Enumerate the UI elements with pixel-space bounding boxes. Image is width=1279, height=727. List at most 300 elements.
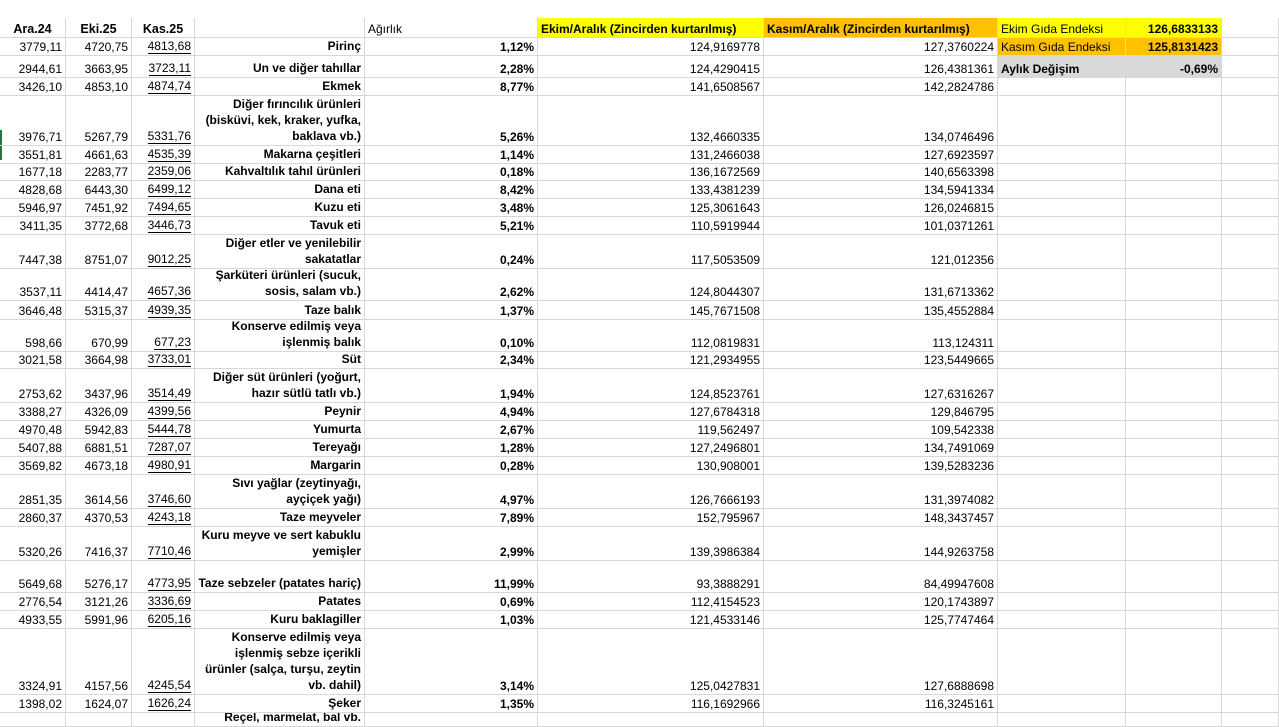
cell-eki25[interactable] — [66, 509, 132, 527]
cell-weight[interactable] — [365, 164, 538, 181]
summary-col-b[interactable] — [1126, 199, 1222, 217]
header-kas25[interactable]: Kas.25 — [132, 18, 195, 38]
summary-col-a[interactable] — [998, 235, 1126, 269]
cell-item-name[interactable] — [195, 217, 365, 235]
cell-ara24[interactable] — [0, 561, 66, 593]
cell-item-name[interactable] — [195, 527, 365, 561]
empty-cell[interactable] — [1222, 475, 1279, 509]
cell-ara24[interactable] — [0, 369, 66, 403]
cell-ekim-chain[interactable] — [538, 164, 764, 181]
summary-col-b[interactable] — [1126, 475, 1222, 509]
monthly-change-label[interactable]: Aylık Değişim — [998, 56, 1126, 78]
cell-kasim-chain[interactable] — [764, 181, 998, 199]
cell-kasim-chain[interactable] — [764, 269, 998, 301]
empty-cell[interactable] — [1222, 181, 1279, 199]
cell-ara24[interactable] — [0, 269, 66, 301]
cell-weight[interactable] — [365, 593, 538, 611]
cell-kasim-chain[interactable] — [764, 369, 998, 403]
cell-item-name[interactable] — [195, 713, 365, 727]
cell-kas25[interactable] — [132, 96, 195, 146]
summary-col-b[interactable] — [1126, 403, 1222, 421]
summary-col-b[interactable] — [1126, 509, 1222, 527]
kasim-index-value[interactable]: 125,8131423 — [1126, 38, 1222, 56]
cell-weight[interactable] — [365, 78, 538, 96]
cell-ekim-chain[interactable] — [538, 301, 764, 320]
cell-kas25[interactable] — [132, 235, 195, 269]
cell-kas25[interactable] — [132, 369, 195, 403]
cell-ara24[interactable] — [0, 301, 66, 320]
cell-ara24[interactable] — [0, 403, 66, 421]
cell-ara24[interactable] — [0, 695, 66, 713]
summary-col-b[interactable] — [1126, 695, 1222, 713]
summary-col-b[interactable] — [1126, 320, 1222, 352]
summary-col-a[interactable] — [998, 269, 1126, 301]
summary-col-b[interactable] — [1126, 561, 1222, 593]
summary-col-a[interactable] — [998, 369, 1126, 403]
summary-col-b[interactable] — [1126, 146, 1222, 164]
cell-weight[interactable] — [365, 611, 538, 629]
cell-eki25[interactable] — [66, 457, 132, 475]
cell-ekim-chain[interactable] — [538, 611, 764, 629]
cell-ara24[interactable] — [0, 611, 66, 629]
cell-kas25[interactable] — [132, 629, 195, 695]
cell-ara24[interactable] — [0, 199, 66, 217]
cell-ara24[interactable] — [0, 439, 66, 457]
empty-cell[interactable] — [1222, 235, 1279, 269]
cell-weight-text: 0,28% — [499, 459, 534, 473]
cell-weight-text: 1,03% — [499, 613, 534, 627]
cell-kasim-chain[interactable] — [764, 509, 998, 527]
summary-col-b[interactable] — [1126, 713, 1222, 727]
cell-kasim-chain[interactable] — [764, 457, 998, 475]
cell-kas25[interactable] — [132, 217, 195, 235]
cell-kasim-chain-text: 126,4381361 — [923, 62, 994, 76]
cell-weight[interactable] — [365, 269, 538, 301]
summary-col-a[interactable] — [998, 146, 1126, 164]
summary-col-a[interactable] — [998, 509, 1126, 527]
header-kasim-chain[interactable]: Kasım/Aralık (Zincirden kurtarılmış) — [764, 18, 998, 38]
empty-cell[interactable] — [1222, 56, 1279, 78]
cell-kasim-chain[interactable] — [764, 713, 998, 727]
cell-weight[interactable] — [365, 509, 538, 527]
cell-eki25[interactable] — [66, 78, 132, 96]
cell-ekim-chain[interactable] — [538, 199, 764, 217]
summary-col-a[interactable] — [998, 439, 1126, 457]
summary-col-a[interactable] — [998, 78, 1126, 96]
cell-eki25[interactable] — [66, 146, 132, 164]
cell-weight-text: 0,18% — [499, 165, 534, 179]
cell-eki25[interactable] — [66, 695, 132, 713]
cell-weight[interactable] — [365, 38, 538, 56]
summary-col-a[interactable] — [998, 561, 1126, 593]
cell-weight[interactable] — [365, 629, 538, 695]
summary-col-a[interactable] — [998, 164, 1126, 181]
cell-weight[interactable] — [365, 421, 538, 439]
cell-item-name[interactable] — [195, 269, 365, 301]
summary-col-b[interactable] — [1126, 352, 1222, 369]
cell-kas25[interactable] — [132, 352, 195, 369]
cell-kasim-chain[interactable] — [764, 217, 998, 235]
cell-item-name[interactable] — [195, 439, 365, 457]
cell-eki25[interactable] — [66, 269, 132, 301]
summary-col-a[interactable] — [998, 403, 1126, 421]
empty-cell[interactable] — [1222, 439, 1279, 457]
cell-item-name-text: Şarküteri ürünleri (sucuk, sosis, salam vb.) — [215, 269, 361, 298]
cell-item-name[interactable] — [195, 164, 365, 181]
empty-cell[interactable] — [1222, 421, 1279, 439]
cell-kas25[interactable] — [132, 611, 195, 629]
cell-item-name[interactable] — [195, 78, 365, 96]
cell-item-name-text: Ekmek — [322, 79, 361, 93]
summary-col-b[interactable] — [1126, 611, 1222, 629]
summary-col-b[interactable] — [1126, 269, 1222, 301]
summary-col-a[interactable] — [998, 421, 1126, 439]
cell-kasim-chain[interactable] — [764, 593, 998, 611]
cell-eki25[interactable] — [66, 593, 132, 611]
cell-kas25[interactable] — [132, 457, 195, 475]
cell-ara24[interactable] — [0, 593, 66, 611]
cell-ekim-chain[interactable] — [538, 561, 764, 593]
cell-eki25[interactable] — [66, 181, 132, 199]
cell-eki25[interactable] — [66, 421, 132, 439]
summary-col-a[interactable] — [998, 217, 1126, 235]
cell-item-name[interactable] — [195, 403, 365, 421]
cell-item-name[interactable] — [195, 475, 365, 509]
cell-eki25[interactable] — [66, 56, 132, 78]
cell-ekim-chain[interactable] — [538, 217, 764, 235]
cell-kasim-chain[interactable] — [764, 199, 998, 217]
summary-col-a[interactable] — [998, 527, 1126, 561]
cell-kas25[interactable] — [132, 146, 195, 164]
cell-item-name[interactable] — [195, 181, 365, 199]
cell-ara24[interactable] — [0, 475, 66, 509]
cell-kas25[interactable] — [132, 164, 195, 181]
cell-kas25[interactable] — [132, 56, 195, 78]
summary-col-a[interactable] — [998, 611, 1126, 629]
cell-weight[interactable] — [365, 713, 538, 727]
cell-eki25[interactable] — [66, 96, 132, 146]
cell-ekim-chain[interactable] — [538, 320, 764, 352]
cell-kasim-chain[interactable] — [764, 611, 998, 629]
cell-kas25[interactable] — [132, 38, 195, 56]
cell-kasim-chain[interactable] — [764, 695, 998, 713]
cell-ara24[interactable] — [0, 629, 66, 695]
cell-ara24[interactable] — [0, 352, 66, 369]
cell-kasim-chain[interactable] — [764, 320, 998, 352]
cell-kas25[interactable] — [132, 403, 195, 421]
cell-ara24[interactable] — [0, 320, 66, 352]
header-weight[interactable]: Ağırlık — [365, 18, 538, 38]
empty-cell[interactable] — [1222, 96, 1279, 146]
summary-col-a[interactable] — [998, 320, 1126, 352]
empty-cell[interactable] — [1222, 369, 1279, 403]
cell-kas25[interactable] — [132, 509, 195, 527]
cell-ekim-chain[interactable] — [538, 38, 764, 56]
cell-eki25[interactable] — [66, 38, 132, 56]
cell-weight[interactable] — [365, 561, 538, 593]
cell-eki25[interactable] — [66, 369, 132, 403]
cell-item-name[interactable] — [195, 457, 365, 475]
cell-ara24[interactable] — [0, 217, 66, 235]
cell-kasim-chain[interactable] — [764, 96, 998, 146]
empty-cell[interactable] — [1222, 217, 1279, 235]
cell-ekim-chain[interactable] — [538, 269, 764, 301]
summary-col-b[interactable] — [1126, 96, 1222, 146]
cell-ara24[interactable] — [0, 457, 66, 475]
cell-ara24[interactable] — [0, 527, 66, 561]
empty-cell[interactable] — [1222, 199, 1279, 217]
cell-item-name[interactable] — [195, 352, 365, 369]
cell-item-name[interactable] — [195, 301, 365, 320]
summary-col-a[interactable] — [998, 96, 1126, 146]
cell-weight[interactable] — [365, 457, 538, 475]
empty-cell[interactable] — [1222, 320, 1279, 352]
cell-ara24[interactable] — [0, 146, 66, 164]
summary-col-a[interactable] — [998, 713, 1126, 727]
cell-ara24[interactable] — [0, 38, 66, 56]
cell-ekim-chain[interactable] — [538, 403, 764, 421]
cell-weight[interactable] — [365, 301, 538, 320]
cell-eki25[interactable] — [66, 629, 132, 695]
cell-eki25[interactable] — [66, 164, 132, 181]
empty-cell[interactable] — [1222, 352, 1279, 369]
cell-ekim-chain[interactable] — [538, 369, 764, 403]
header-ekim-chain[interactable]: Ekim/Aralık (Zincirden kurtarılmış) — [538, 18, 764, 38]
empty-cell[interactable] — [1222, 713, 1279, 727]
summary-col-a[interactable] — [998, 629, 1126, 695]
cell-weight[interactable] — [365, 527, 538, 561]
empty-cell[interactable] — [1222, 38, 1279, 56]
cell-ara24[interactable] — [0, 164, 66, 181]
cell-eki25[interactable] — [66, 199, 132, 217]
summary-col-b[interactable] — [1126, 235, 1222, 269]
cell-eki25[interactable] — [66, 561, 132, 593]
cell-kasim-chain[interactable] — [764, 403, 998, 421]
ekim-index-label[interactable]: Ekim Gıda Endeksi — [998, 18, 1126, 38]
cell-item-name[interactable] — [195, 96, 365, 146]
cell-weight[interactable] — [365, 181, 538, 199]
cell-ekim-chain[interactable] — [538, 457, 764, 475]
summary-col-b[interactable] — [1126, 629, 1222, 695]
summary-col-a[interactable] — [998, 593, 1126, 611]
cell-kasim-chain[interactable] — [764, 421, 998, 439]
summary-col-a[interactable] — [998, 457, 1126, 475]
summary-col-b[interactable] — [1126, 181, 1222, 199]
cell-ekim-chain[interactable] — [538, 56, 764, 78]
empty-cell[interactable] — [1222, 78, 1279, 96]
cell-ara24[interactable] — [0, 509, 66, 527]
empty-cell[interactable] — [1222, 301, 1279, 320]
cell-kas25[interactable] — [132, 199, 195, 217]
cell-weight[interactable] — [365, 146, 538, 164]
summary-col-b[interactable] — [1126, 457, 1222, 475]
summary-col-a[interactable] — [998, 695, 1126, 713]
cell-kas25[interactable] — [132, 301, 195, 320]
cell-item-name[interactable] — [195, 561, 365, 593]
empty-cell[interactable] — [1222, 164, 1279, 181]
cell-item-name[interactable] — [195, 38, 365, 56]
cell-ekim-chain[interactable] — [538, 695, 764, 713]
summary-col-a[interactable] — [998, 301, 1126, 320]
cell-kas25[interactable] — [132, 421, 195, 439]
empty-cell[interactable] — [1222, 629, 1279, 695]
cell-ekim-chain-text: 124,4290415 — [689, 62, 760, 76]
summary-col-b[interactable] — [1126, 527, 1222, 561]
cell-kasim-chain[interactable] — [764, 439, 998, 457]
empty-cell[interactable] — [1222, 146, 1279, 164]
cell-ekim-chain[interactable] — [538, 475, 764, 509]
header-eki25[interactable]: Eki.25 — [66, 18, 132, 38]
cell-item-name[interactable] — [195, 593, 365, 611]
cell-kasim-chain[interactable] — [764, 352, 998, 369]
cell-ekim-chain[interactable] — [538, 439, 764, 457]
cell-eki25[interactable] — [66, 352, 132, 369]
header-ara24[interactable]: Ara.24 — [0, 18, 66, 38]
monthly-change-value[interactable]: -0,69% — [1126, 56, 1222, 78]
cell-ekim-chain[interactable] — [538, 593, 764, 611]
cell-ara24[interactable] — [0, 96, 66, 146]
cell-item-name[interactable] — [195, 629, 365, 695]
summary-col-b[interactable] — [1126, 164, 1222, 181]
header-empty-cell[interactable] — [195, 18, 365, 38]
summary-col-b[interactable] — [1126, 593, 1222, 611]
cell-weight[interactable] — [365, 403, 538, 421]
cell-kasim-chain[interactable] — [764, 301, 998, 320]
cell-kas25[interactable] — [132, 475, 195, 509]
cell-weight[interactable] — [365, 695, 538, 713]
cell-ara24[interactable] — [0, 78, 66, 96]
cell-kas25[interactable] — [132, 593, 195, 611]
cell-weight[interactable] — [365, 199, 538, 217]
empty-cell[interactable] — [1222, 695, 1279, 713]
cell-weight[interactable] — [365, 217, 538, 235]
cell-ekim-chain[interactable] — [538, 235, 764, 269]
summary-col-a[interactable] — [998, 181, 1126, 199]
cell-kas25[interactable] — [132, 320, 195, 352]
cell-kasim-chain[interactable] — [764, 527, 998, 561]
cell-ara24[interactable] — [0, 56, 66, 78]
cell-ekim-chain[interactable] — [538, 181, 764, 199]
cell-kasim-chain[interactable] — [764, 475, 998, 509]
empty-cell[interactable] — [1222, 509, 1279, 527]
cell-item-name[interactable] — [195, 199, 365, 217]
cell-item-name[interactable] — [195, 611, 365, 629]
empty-cell[interactable] — [1222, 457, 1279, 475]
cell-item-name[interactable] — [195, 509, 365, 527]
kasim-index-label[interactable]: Kasım Gıda Endeksi — [998, 38, 1126, 56]
cell-kasim-chain[interactable] — [764, 146, 998, 164]
cell-item-name[interactable] — [195, 695, 365, 713]
cell-weight[interactable] — [365, 235, 538, 269]
cell-item-name[interactable] — [195, 421, 365, 439]
cell-weight[interactable] — [365, 475, 538, 509]
cell-item-name[interactable] — [195, 320, 365, 352]
cell-kasim-chain[interactable] — [764, 164, 998, 181]
cell-kasim-chain[interactable] — [764, 629, 998, 695]
cell-weight[interactable] — [365, 439, 538, 457]
cell-item-name[interactable] — [195, 56, 365, 78]
cell-ekim-chain[interactable] — [538, 146, 764, 164]
cell-kasim-chain[interactable] — [764, 56, 998, 78]
cell-kas25[interactable] — [132, 561, 195, 593]
cell-ara24[interactable] — [0, 421, 66, 439]
cell-kas25[interactable] — [132, 439, 195, 457]
cell-kas25[interactable] — [132, 695, 195, 713]
cell-ekim-chain[interactable] — [538, 509, 764, 527]
summary-col-b[interactable] — [1126, 78, 1222, 96]
cell-weight[interactable] — [365, 56, 538, 78]
summary-col-a[interactable] — [998, 475, 1126, 509]
ekim-index-value[interactable]: 126,6833133 — [1126, 18, 1222, 38]
cell-kasim-chain-text: 109,542338 — [930, 423, 994, 437]
cell-weight[interactable] — [365, 369, 538, 403]
summary-col-b[interactable] — [1126, 421, 1222, 439]
cell-eki25[interactable] — [66, 235, 132, 269]
cell-item-name[interactable] — [195, 369, 365, 403]
cell-kas25[interactable] — [132, 181, 195, 199]
cell-item-name-text: Şeker — [328, 696, 361, 710]
cell-kas25[interactable] — [132, 78, 195, 96]
cell-kasim-chain[interactable] — [764, 561, 998, 593]
summary-col-a[interactable] — [998, 199, 1126, 217]
cell-kas25[interactable] — [132, 269, 195, 301]
empty-cell[interactable] — [1222, 403, 1279, 421]
cell-item-name[interactable] — [195, 146, 365, 164]
cell-ara24[interactable] — [0, 181, 66, 199]
cell-kasim-chain[interactable] — [764, 235, 998, 269]
cell-ekim-chain[interactable] — [538, 78, 764, 96]
cell-eki25[interactable] — [66, 713, 132, 727]
cell-item-name[interactable] — [195, 235, 365, 269]
cell-kas25[interactable] — [132, 527, 195, 561]
cell-weight[interactable] — [365, 352, 538, 369]
cell-kas25[interactable] — [132, 713, 195, 727]
cell-ekim-chain[interactable] — [538, 352, 764, 369]
cell-ekim-chain[interactable] — [538, 96, 764, 146]
cell-kasim-chain[interactable] — [764, 78, 998, 96]
cell-eki25[interactable] — [66, 320, 132, 352]
cell-ekim-chain[interactable] — [538, 713, 764, 727]
summary-col-b[interactable] — [1126, 439, 1222, 457]
empty-cell[interactable] — [1222, 527, 1279, 561]
summary-col-b[interactable] — [1126, 369, 1222, 403]
cell-weight[interactable] — [365, 96, 538, 146]
empty-cell[interactable] — [1222, 593, 1279, 611]
empty-cell[interactable] — [1222, 611, 1279, 629]
cell-eki25[interactable] — [66, 527, 132, 561]
cell-eki25[interactable] — [66, 217, 132, 235]
cell-eki25[interactable] — [66, 439, 132, 457]
cell-weight[interactable] — [365, 320, 538, 352]
cell-ekim-chain[interactable] — [538, 629, 764, 695]
cell-ara24[interactable] — [0, 713, 66, 727]
cell-eki25[interactable] — [66, 611, 132, 629]
cell-eki25[interactable] — [66, 475, 132, 509]
cell-ekim-chain[interactable] — [538, 421, 764, 439]
cell-weight-text: 1,94% — [499, 387, 534, 401]
summary-col-a[interactable] — [998, 352, 1126, 369]
empty-cell[interactable] — [1222, 18, 1279, 38]
empty-cell[interactable] — [1222, 561, 1279, 593]
cell-kasim-chain[interactable] — [764, 38, 998, 56]
summary-col-b[interactable] — [1126, 301, 1222, 320]
cell-eki25[interactable] — [66, 301, 132, 320]
cell-eki25[interactable] — [66, 403, 132, 421]
cell-ara24[interactable] — [0, 235, 66, 269]
empty-cell[interactable] — [1222, 269, 1279, 301]
summary-col-b[interactable] — [1126, 217, 1222, 235]
cell-ekim-chain[interactable] — [538, 527, 764, 561]
